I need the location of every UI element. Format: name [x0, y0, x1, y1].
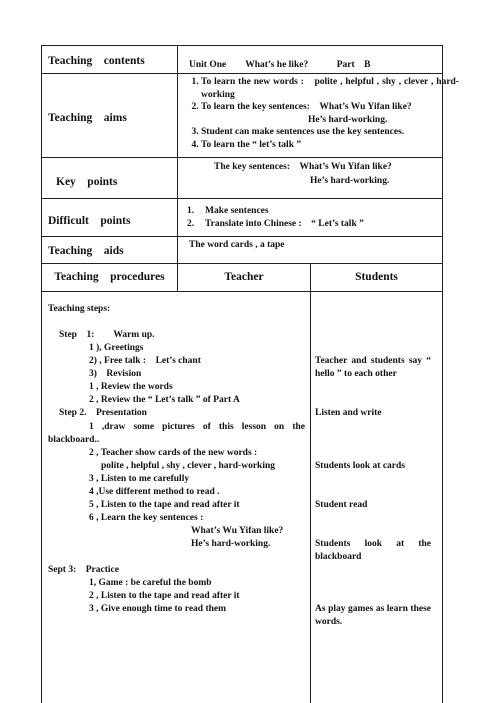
step-line: 1 ), Greetings — [89, 343, 144, 353]
step-line: Sept 3: Practice — [48, 565, 119, 575]
difficult-item-1: Make sentences — [205, 206, 269, 216]
step-line: 2 , Review the “ Let’s talk ” of Part A — [89, 395, 240, 405]
step-line: 2 , Listen to the tape and read after it — [89, 591, 240, 601]
student-activity: Students look at the blackboard — [315, 539, 431, 562]
step-line: 1, Game : be careful the bomb — [89, 578, 212, 588]
difficult-item-2: Translate into Chinese : “ Let’s talk ” — [205, 219, 364, 229]
teaching-aims-label: Teaching aims — [48, 112, 127, 124]
difficult-item-2-num: 2. — [187, 219, 195, 229]
row-key-points — [42, 157, 442, 199]
col-students: Students — [355, 271, 398, 283]
teaching-aids-value: The word cards , a tape — [189, 240, 285, 250]
student-activity: Listen and write — [315, 408, 382, 418]
step-line: Step 2. Presentation — [59, 408, 147, 418]
aim-item: 4. To learn the “ let’s talk ” — [201, 139, 459, 152]
teaching-contents-label: Teaching contents — [48, 55, 145, 67]
row-difficult-points — [42, 198, 442, 237]
step-line: 2) , Free talk : Let’s chant — [89, 356, 201, 366]
step-line: 1 , Review the words — [89, 382, 173, 392]
step-line: 4 ,Use different method to read . — [89, 487, 220, 497]
student-activity: As play games as learn these words. — [315, 604, 431, 627]
row-teaching-aims — [42, 73, 459, 158]
aim-item: 2. To learn the key sentences: What’s Wu Yifan like? He’s hard-working. — [201, 101, 459, 126]
step-line: blackboard.. — [48, 435, 100, 445]
step-line: Step 1: Warm up. — [59, 330, 155, 340]
key-points-label: Key points — [56, 176, 118, 188]
step-line: He’s hard-working. — [191, 539, 271, 549]
step-line: 3) Revision — [89, 369, 142, 379]
difficult-item-1-num: 1. — [187, 206, 195, 216]
step-line: 3 , Give enough time to read them — [89, 604, 227, 614]
lesson-plan-table — [41, 45, 459, 703]
step-line: 5 , Listen to the tape and read after it — [89, 500, 240, 510]
step-line: What’s Wu Yifan like? — [191, 526, 284, 536]
teaching-steps-body — [42, 292, 442, 703]
student-activity: Teacher and students say “ hello ” to each other — [315, 356, 431, 379]
student-activity: Students look at cards — [315, 461, 405, 471]
step-line: 3 , Listen to me carefully — [89, 474, 190, 484]
student-activity: Student read — [315, 500, 368, 510]
row-procedures-header — [42, 263, 442, 292]
aim-item: 3. Student can make sentences use the key sentences. — [201, 126, 459, 139]
difficult-points-label: Difficult points — [48, 215, 131, 227]
col-teaching-procedures: Teaching procedures — [54, 271, 165, 283]
teaching-steps-title: Teaching steps: — [48, 304, 111, 314]
step-line: polite , helpful , shy , clever , hard-working — [101, 461, 275, 471]
step-line: 1 ,draw some pictures of this lesson on the — [89, 422, 305, 432]
row-teaching-contents — [42, 46, 442, 74]
teaching-aims-list — [182, 76, 459, 151]
aim-item: 1. To learn the new words : polite , helpful , shy , clever , hard-working — [201, 76, 459, 101]
key-points-line-1: The key sentences: What’s Wu Yifan like? — [214, 162, 392, 172]
teaching-contents-value: Unit One What’s he like? Part B — [189, 60, 371, 70]
aim-item-continuation: He’s hard-working. — [308, 114, 388, 125]
row-teaching-aids — [42, 236, 442, 264]
key-points-line-2: He’s hard-working. — [310, 176, 390, 186]
step-line: 6 , Learn the key sentences : — [89, 513, 204, 523]
step-line: 2 , Teacher show cards of the new words : — [89, 448, 258, 458]
col-teacher: Teacher — [224, 271, 264, 283]
teaching-aids-label: Teaching aids — [48, 245, 124, 257]
